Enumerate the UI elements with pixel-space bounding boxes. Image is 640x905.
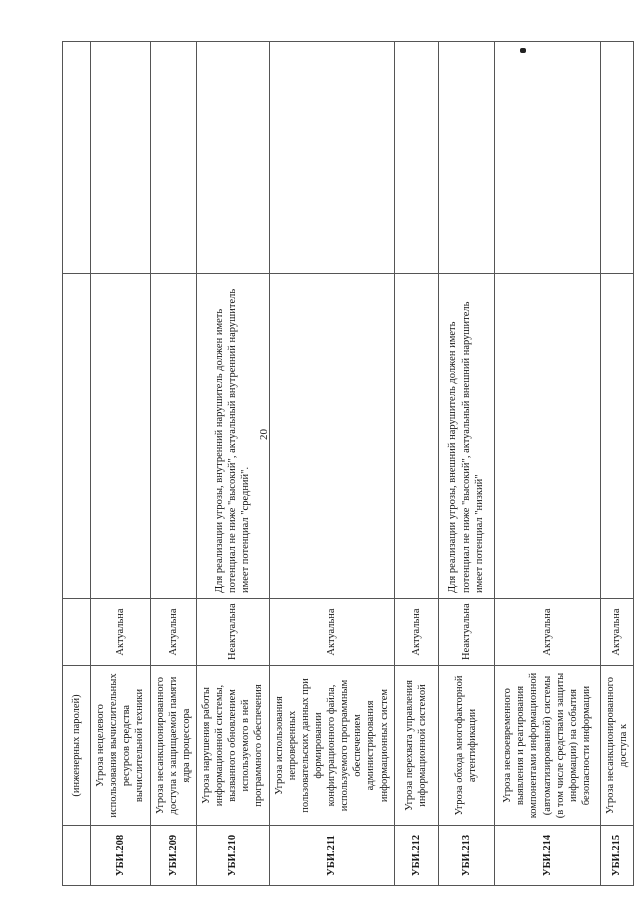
table-row (600, 42, 633, 886)
threat-id: УБИ.213 (438, 826, 494, 886)
threat-extra (494, 42, 600, 274)
threat-extra (91, 42, 151, 274)
table-row (438, 42, 494, 886)
threat-status: Актуальна (494, 599, 600, 666)
threat-status: Актуальна (150, 599, 196, 666)
threat-extra (63, 42, 91, 274)
threat-extra (438, 42, 494, 274)
threat-status: Неактуальна (438, 599, 494, 666)
threat-extra (394, 42, 438, 274)
threat-status: Актуальна (91, 599, 151, 666)
threats-table (62, 41, 634, 886)
threat-name: Угроза несвоевременного выявления и реагирования компонентами информационной (автоматизированной) системы (в том числе средствами защиты информации) на события безопасности информации (494, 666, 600, 826)
threat-note (150, 274, 196, 599)
threat-extra (269, 42, 394, 274)
threat-status: Актуальна (394, 599, 438, 666)
rotated-page (62, 42, 629, 886)
threat-note (63, 274, 91, 599)
threat-note (269, 274, 394, 599)
threat-status: Актуальна (269, 599, 394, 666)
threat-note (494, 274, 600, 599)
threat-id: УБИ.209 (150, 826, 196, 886)
threat-name: Угроза несанкционированного доступа к (600, 666, 633, 826)
threat-status: Актуальна (600, 599, 633, 666)
threat-name: Угроза несанкционированного доступа к защищаемой памяти ядра процессора (150, 666, 196, 826)
table-row (494, 42, 600, 886)
threat-id (63, 826, 91, 886)
threat-name: (инженерных паролей) (63, 666, 91, 826)
threat-note (91, 274, 151, 599)
threat-extra (150, 42, 196, 274)
threat-extra (600, 42, 633, 274)
table-row (269, 42, 394, 886)
table-row (196, 42, 269, 886)
threat-id: УБИ.210 (196, 826, 269, 886)
threat-name: Угроза обхода многофакторной аутентификации (438, 666, 494, 826)
table-row (150, 42, 196, 886)
threat-name: Угроза использования непроверенных пользовательских данных при формировании конфигурационного файла, используемого программным обеспечением администрирования информационных систем (269, 666, 394, 826)
threat-note (394, 274, 438, 599)
threat-note: Для реализации угрозы, внешний нарушитель должен иметь потенциал не ниже "высокий", актуальный внешний нарушитель имеет потенциал "низкий" (438, 274, 494, 599)
threat-name: Угроза нецелевого использования вычислительных ресурсов средства вычислительной техники (91, 666, 151, 826)
threat-id: УБИ.215 (600, 826, 633, 886)
threat-note (600, 274, 633, 599)
page-number: 20 (258, 429, 270, 440)
threat-id: УБИ.208 (91, 826, 151, 886)
threat-id: УБИ.214 (494, 826, 600, 886)
table-row (394, 42, 438, 886)
threat-name: Угроза нарушения работы информационной системы, вызванного обновлением используемого в ней программного обеспечения (196, 666, 269, 826)
threat-status (63, 599, 91, 666)
threat-note: Для реализации угрозы, внутренний нарушитель должен иметь потенциал не ниже "высокий", актуальный внутренний нарушитель имеет потенциал "средний". (196, 274, 269, 599)
table-row (63, 42, 91, 886)
threat-id: УБИ.211 (269, 826, 394, 886)
threat-extra (196, 42, 269, 274)
table-row (91, 42, 151, 886)
threat-status: Неактуальна (196, 599, 269, 666)
threat-id: УБИ.212 (394, 826, 438, 886)
threat-name: Угроза перехвата управления информационной системой (394, 666, 438, 826)
